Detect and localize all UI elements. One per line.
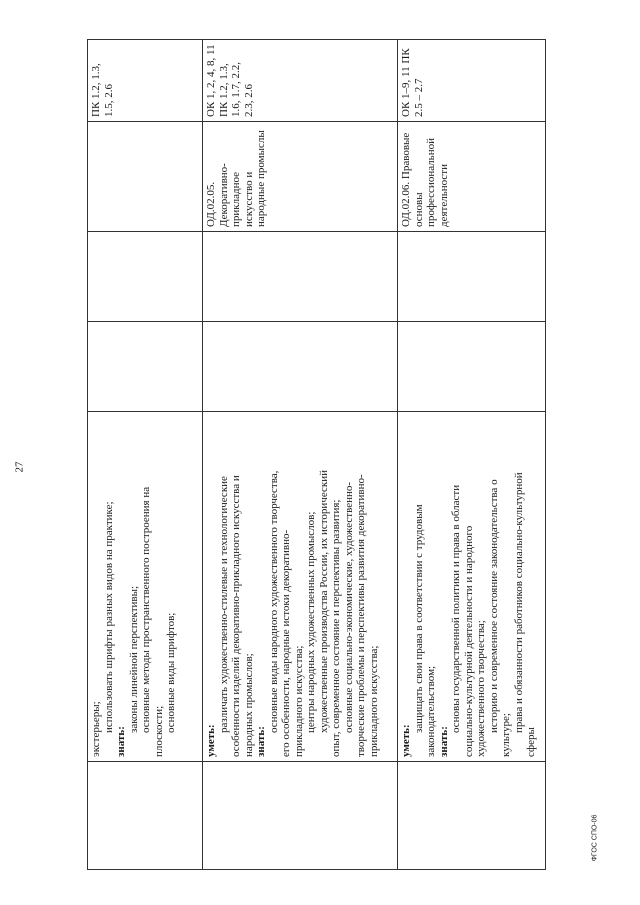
competencies-cell: ОК 1, 2, 4, 8, 11 ПК 1.2, 1.3, 1.6, 1.7, 2.2, 2.3, 2.6 <box>203 40 398 122</box>
hours-class-cell <box>203 232 398 322</box>
hours-class-cell <box>398 232 546 322</box>
content-line: сферы <box>525 727 537 757</box>
content-cell <box>88 412 203 762</box>
hours-class-cell <box>88 232 203 322</box>
content-line: использовать шрифты разных видов на практике; <box>102 501 115 733</box>
content-line: центры народных художественных промыслов; <box>305 511 317 733</box>
content-line: основные методы пространственного построения на <box>140 486 152 733</box>
content-line: художественные производства России, их исторический <box>317 469 330 733</box>
content-line: культуре; <box>500 713 512 757</box>
content-line: различать художественно-стилевые и технологические <box>217 476 230 733</box>
hours-max-cell <box>398 322 546 412</box>
content-line: плоскости; <box>152 705 165 757</box>
discipline-cell <box>88 122 203 232</box>
content-line: защищать свои права в соответствии с трудовым <box>412 504 425 733</box>
competencies-cell: ОК 1–9, 11 ПК 2.5 – 2.7 <box>398 40 546 122</box>
content-cell <box>203 412 398 762</box>
content-line: художественного творчества; <box>475 620 487 757</box>
index-cell <box>398 762 546 870</box>
section-keyword: знать: <box>437 726 450 757</box>
content-line: основные виды народного художественного творчества, <box>267 470 280 733</box>
content-line: социально-культурной деятельности и народного <box>462 525 475 757</box>
competencies-cell: ПК 1.2, 1.3, 1.5, 2.6 <box>88 40 203 122</box>
index-cell <box>88 762 203 870</box>
hours-max-cell <box>203 322 398 412</box>
content-line: права и обязанности работников социально-культурной <box>512 472 525 733</box>
discipline-cell: ОД.02.06. Правовые основы профессиональной деятельности <box>398 122 546 232</box>
competency-table <box>87 39 546 870</box>
index-cell <box>203 762 398 870</box>
content-line: прикладного искусства; <box>367 645 380 757</box>
discipline-cell: ОД.02.05. Декоративно-прикладное искусство и народные промыслы <box>203 122 398 232</box>
content-line: основы государственной политики и права в области <box>450 484 462 733</box>
hours-max-cell <box>88 322 203 412</box>
content-line: творческие проблемы и перспективы развития декоративно- <box>355 474 367 757</box>
content-line: основные социально-экономические, художественно- <box>342 481 355 733</box>
content-line: особенности изделий декоративно-прикладного искусства и <box>230 475 242 757</box>
table-row <box>203 40 398 870</box>
content-cell <box>398 412 546 762</box>
content-line: основные виды шрифтов; <box>165 612 177 733</box>
content-line: прикладного искусства; <box>292 645 305 757</box>
content-line: законодательством; <box>425 665 437 757</box>
page-number: 27 <box>13 461 26 473</box>
competency-table-container <box>87 40 545 870</box>
section-keyword: знать: <box>255 726 267 757</box>
content-line: народных промыслов; <box>242 653 255 757</box>
table-row <box>88 40 203 870</box>
section-keyword: уметь: <box>400 724 412 757</box>
section-keyword: знать: <box>115 726 127 757</box>
content-line: законы линейной перспективы; <box>127 585 140 733</box>
table-row <box>398 40 546 870</box>
competency-table-rotated <box>87 40 545 870</box>
section-keyword: уметь: <box>205 724 217 757</box>
content-line: опыт, современное состояние и перспективы развития; <box>330 499 342 757</box>
content-line: его особенности, народные истоки декоративно- <box>280 529 292 757</box>
standard-code: ФГОС СПО-06 <box>591 814 599 862</box>
content-line: экстерьеры; <box>90 701 102 757</box>
content-line: историю и современное состояние законодательства о <box>487 479 500 733</box>
